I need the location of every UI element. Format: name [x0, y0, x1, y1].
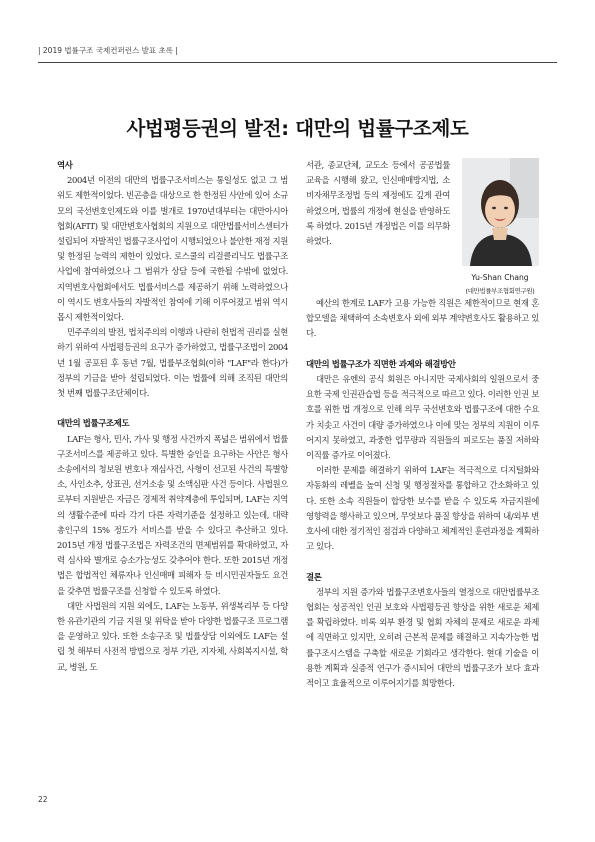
system-paragraph-2: 대만 사법원의 지원 외에도, LAF는 노동부, 위생복리부 등 다양한 유관기관의 기금 지원 및 위탁을 받아 다양한 법률구조 프로그램을 운영하고 있다. 또한 소송구조 및 법률상담 이외에도 LAF는 설립 첫 해부터 사전적 방법으로 정부 기관, 지자체, 사회복지시설, 학교, 병원, 도	[57, 600, 288, 672]
continuation-paragraph-2: 예산의 한계로 LAF가 고용 가능한 직원은 제한적이므로 현재 혼합모델을 채택하여 소속변호사 외에 외부 계약변호사도 활용하고 있다.	[306, 298, 539, 339]
continuation-paragraph-1: 서관, 종교단체, 교도소 등에서 공공법률교육을 시행해 왔고, 인신매매방지법, 소비자채무조정법 등의 제정에도 깊게 관여하였으며, 법률의 개정에 현실을 반영하도록 하였다. 2015년 개정법은 이를 의무화하였다.	[306, 160, 450, 247]
header-divider	[38, 62, 557, 63]
page-number: 22	[38, 795, 48, 804]
section-heading-history: 역사	[57, 160, 73, 170]
author-affiliation: (대만법률부조협회연구원)	[465, 287, 535, 295]
conclusion-paragraph-1: 정부의 지원 증가와 법률구조변호사들의 열정으로 대만법률부조협회는 성공적인 인권 보호와 사법평등권 향상을 위한 새로운 체제를 확립하였다. 비록 외부 환경 및 협회 자체의 문제로 새로운 과제에 직면하고 있지만, 오히려 근본적 문제를 해결하고 지속가능한 법률구조시스템을 구축할 새로운 기회라고 생각한다. 현대 기술을 이용한 계획과 실증적 연구가 증시되어 대만의 법률구조가 보다 효과적이고 효율적으로 이루어지기를 희망한다.	[306, 586, 539, 689]
history-paragraph-1: 2004년 이전의 대만의 법률구조서비스는 통일성도 없고 그 범위도 제한적이었다. 빈곤층을 대상으로 한 한정된 사안에 있어 소규모의 국선변호인제도와 이를 벌개로 1970년대부터는 대만아시아협회(AFIT) 및 대만변호사협회의 지원으로 대만법률서비스센터가 설립되어 자발적인 법률구조사업이 시행되었으나 불안한 재정 지원 및 한정된 능력의 제한이 있었다. 로스쿨의 리걸클리닉도 법률구조사업에 참여하였으나 그 범위가 상담 등에 국한될 수밖에 없었다. 지역변호사협회에서도 법률서비스를 제공하기 위해 노력하였으나 이 역시도 변호사들의 자발적인 참여에 기해 이루어졌고 범위 역시 몹시 제한적이었다.	[57, 175, 288, 323]
author-name: Yu-Shan Chang	[471, 273, 529, 282]
right-column	[306, 296, 539, 691]
section-heading-conclusion: 결론	[306, 571, 322, 582]
system-paragraph-1: LAF는 형사, 민사, 가사 및 행정 사건까지 폭넓은 범위에서 법률구조서비스를 제공하고 있다. 특별한 승인을 요구하는 사안은 형사소송에서의 청보원 변호나 재심사건, 사형이 선고된 사건의 특별항소, 사인소추, 상표권, 선거소송 및 소액심판 사건 등이다. 사법원으로부터 지원받은 자금은 경제적 취약계층에 투입되며, LAF는 지역의 생활수준에 따라 각기 다른 자력기준을 설정하고 있는데, 대략 총인구의 15% 정도가 서비스를 받을 수 있다고 추산하고 있다. 2015년 개정 법률구조법은 자력조건의 면제범위를 확대하였고, 자력 심사와 별개로 승소가능성도 갖추어야 한다. 또한 2015년 개정법은 합법적인 체류자나 인신매매 피해자 등 비시민권자들도 요건을 갖추면 법률구조를 신청할 수 있도록 하였다.	[57, 433, 288, 596]
section-heading-system: 대만의 법률구조제도	[57, 418, 130, 429]
challenges-paragraph-2: 이러한 문제를 해결하기 위하여 LAF는 적극적으로 디지털화와 자동화의 레벨을 높여 신청 및 행정절차를 통합하고 간소화하고 있다. 또한 소속 직원들이 합당한 보수를 받을 수 있도록 자금지원에 영향력을 행사하고 있으며, 무엇보다 품질 향상을 위하여 내/외부 변호사에 대한 정기적인 점검과 다양하고 체계적인 훈련과정을 계획하고 있다.	[306, 465, 539, 552]
challenges-paragraph-1: 대만은 유엔의 공식 회원은 아니지만 국제사회의 일원으로서 중요한 국제 인권관습법 등을 적극적으로 따르고 있다. 이러한 인권 보호를 위한 법 개정으로 인해 의무 국선변호와 법률구조에 대한 수요가 치솟고 사건이 대량 증가하였으나 이에 맞는 정부의 지원이 이루어지지 못하였고, 과중한 업무량과 직원들의 피로도는 품질 저하와 이직률 증가로 이어졌다.	[306, 374, 539, 461]
running-header: | 2019 법률구조 국제컨퍼런스 발표 초록 |	[38, 46, 178, 55]
right-column-continuation	[306, 158, 450, 249]
left-column	[57, 158, 288, 675]
page-title: 사법평등권의 발전: 대만의 법률구조제도	[126, 117, 469, 140]
section-heading-challenges: 대만의 법률구조가 직면한 과제와 해결방안	[306, 358, 456, 369]
history-paragraph-2: 민주주의의 발전, 법치주의의 이행과 나란히 헌법적 권리를 실현하기 위하여 사법평등권의 요구가 증가하였고, 법률구조법이 2004년 1월 공포된 후 동년 7월, 법률부조협회(이하 "LAF"라 한다)가 정부의 기금을 받아 설립되었다. 이는 법률에 의해 조직된 대만의 첫 번째 법률구조단체이다.	[57, 327, 288, 399]
author-photo	[462, 158, 539, 266]
